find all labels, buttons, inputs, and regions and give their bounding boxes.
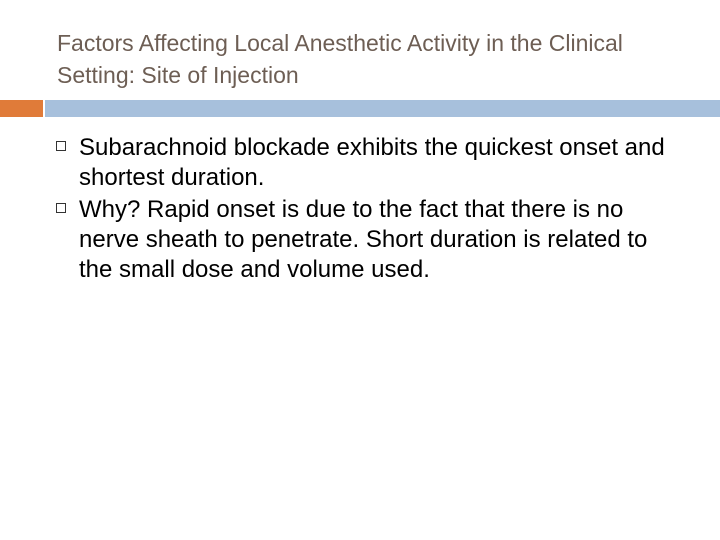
title-divider-bar (45, 100, 720, 117)
bullet-text: Why? Rapid onset is due to the fact that there is no nerve sheath to penetrate. Short duration is related to the small dose and volume used. (79, 196, 648, 283)
slide-title: Factors Affecting Local Anesthetic Activity in the Clinical Setting: Site of Injection (57, 30, 623, 88)
bullet-list (56, 133, 676, 287)
bullet-item (56, 133, 676, 193)
bullet-item (56, 195, 676, 285)
bullet-text: Subarachnoid blockade exhibits the quickest onset and shortest duration. (79, 134, 665, 191)
title-divider-accent (0, 100, 43, 117)
hollow-square-icon (56, 203, 66, 213)
hollow-square-icon (56, 141, 66, 151)
